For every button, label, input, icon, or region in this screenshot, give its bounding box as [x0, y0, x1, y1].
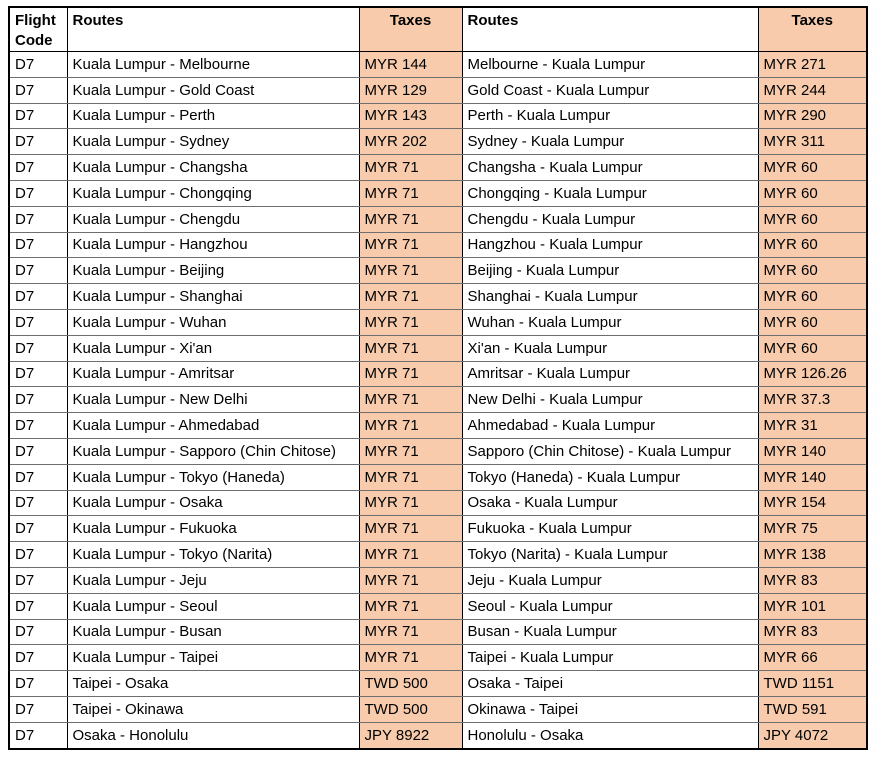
return-tax-cell: MYR 154: [758, 490, 867, 516]
return-tax-cell: MYR 60: [758, 155, 867, 181]
outbound-route-cell: Kuala Lumpur - Seoul: [67, 593, 359, 619]
return-tax-cell: MYR 75: [758, 516, 867, 542]
flight-code-cell: D7: [9, 180, 67, 206]
flight-code-cell: D7: [9, 593, 67, 619]
outbound-route-cell: Kuala Lumpur - Fukuoka: [67, 516, 359, 542]
outbound-tax-cell: MYR 71: [359, 464, 462, 490]
outbound-route-cell: Kuala Lumpur - New Delhi: [67, 387, 359, 413]
outbound-route-cell: Kuala Lumpur - Beijing: [67, 258, 359, 284]
return-tax-cell: MYR 60: [758, 232, 867, 258]
table-row: [9, 619, 867, 645]
outbound-tax-cell: MYR 71: [359, 593, 462, 619]
return-tax-cell: MYR 37.3: [758, 387, 867, 413]
table-row: [9, 722, 867, 748]
outbound-route-cell: Kuala Lumpur - Hangzhou: [67, 232, 359, 258]
flight-code-cell: D7: [9, 696, 67, 722]
outbound-route-cell: Kuala Lumpur - Changsha: [67, 155, 359, 181]
return-route-cell: Sydney - Kuala Lumpur: [462, 129, 758, 155]
flight-taxes-table: [8, 6, 868, 750]
return-tax-cell: MYR 311: [758, 129, 867, 155]
outbound-route-cell: Kuala Lumpur - Melbourne: [67, 52, 359, 78]
flight-code-cell: D7: [9, 387, 67, 413]
flight-code-cell: D7: [9, 413, 67, 439]
flight-code-cell: D7: [9, 490, 67, 516]
outbound-tax-cell: MYR 202: [359, 129, 462, 155]
table-row: [9, 567, 867, 593]
outbound-tax-cell: MYR 144: [359, 52, 462, 78]
outbound-route-cell: Kuala Lumpur - Wuhan: [67, 309, 359, 335]
table-row: [9, 696, 867, 722]
flight-code-cell: D7: [9, 361, 67, 387]
flight-code-cell: D7: [9, 335, 67, 361]
table-row: [9, 593, 867, 619]
table-row: [9, 464, 867, 490]
return-tax-cell: MYR 31: [758, 413, 867, 439]
outbound-route-cell: Kuala Lumpur - Sapporo (Chin Chitose): [67, 438, 359, 464]
table-row: [9, 129, 867, 155]
outbound-tax-cell: MYR 71: [359, 335, 462, 361]
return-tax-cell: MYR 83: [758, 619, 867, 645]
outbound-tax-cell: MYR 71: [359, 516, 462, 542]
return-tax-cell: MYR 60: [758, 258, 867, 284]
return-route-cell: Hangzhou - Kuala Lumpur: [462, 232, 758, 258]
outbound-tax-cell: MYR 71: [359, 413, 462, 439]
return-route-cell: Taipei - Kuala Lumpur: [462, 645, 758, 671]
return-route-cell: New Delhi - Kuala Lumpur: [462, 387, 758, 413]
table-row: [9, 206, 867, 232]
return-route-cell: Ahmedabad - Kuala Lumpur: [462, 413, 758, 439]
return-tax-cell: MYR 60: [758, 284, 867, 310]
outbound-route-cell: Kuala Lumpur - Chengdu: [67, 206, 359, 232]
outbound-tax-cell: MYR 71: [359, 258, 462, 284]
table-row: [9, 284, 867, 310]
return-tax-cell: MYR 60: [758, 180, 867, 206]
flight-code-cell: D7: [9, 206, 67, 232]
return-tax-cell: MYR 140: [758, 438, 867, 464]
return-route-cell: Sapporo (Chin Chitose) - Kuala Lumpur: [462, 438, 758, 464]
flight-code-cell: D7: [9, 155, 67, 181]
flight-code-cell: D7: [9, 103, 67, 129]
return-tax-cell: MYR 138: [758, 542, 867, 568]
outbound-tax-cell: MYR 71: [359, 542, 462, 568]
outbound-tax-cell: MYR 71: [359, 309, 462, 335]
outbound-route-cell: Kuala Lumpur - Amritsar: [67, 361, 359, 387]
flight-code-cell: D7: [9, 258, 67, 284]
outbound-tax-cell: MYR 71: [359, 619, 462, 645]
header-taxes-outbound: Taxes: [359, 7, 462, 52]
outbound-tax-cell: MYR 71: [359, 180, 462, 206]
flight-code-cell: D7: [9, 77, 67, 103]
flight-code-cell: D7: [9, 309, 67, 335]
outbound-tax-cell: MYR 71: [359, 206, 462, 232]
outbound-tax-cell: MYR 129: [359, 77, 462, 103]
outbound-tax-cell: MYR 71: [359, 232, 462, 258]
return-tax-cell: MYR 101: [758, 593, 867, 619]
flight-code-cell: D7: [9, 542, 67, 568]
table-row: [9, 180, 867, 206]
outbound-route-cell: Kuala Lumpur - Ahmedabad: [67, 413, 359, 439]
table-row: [9, 361, 867, 387]
return-tax-cell: MYR 290: [758, 103, 867, 129]
outbound-route-cell: Kuala Lumpur - Xi'an: [67, 335, 359, 361]
return-tax-cell: MYR 126.26: [758, 361, 867, 387]
return-tax-cell: MYR 244: [758, 77, 867, 103]
flight-code-cell: D7: [9, 438, 67, 464]
return-route-cell: Shanghai - Kuala Lumpur: [462, 284, 758, 310]
table-row: [9, 52, 867, 78]
outbound-tax-cell: MYR 71: [359, 567, 462, 593]
return-route-cell: Honolulu - Osaka: [462, 722, 758, 748]
return-route-cell: Melbourne - Kuala Lumpur: [462, 52, 758, 78]
return-route-cell: Changsha - Kuala Lumpur: [462, 155, 758, 181]
outbound-tax-cell: MYR 143: [359, 103, 462, 129]
return-route-cell: Amritsar - Kuala Lumpur: [462, 361, 758, 387]
outbound-route-cell: Kuala Lumpur - Perth: [67, 103, 359, 129]
table-row: [9, 413, 867, 439]
return-route-cell: Perth - Kuala Lumpur: [462, 103, 758, 129]
flight-code-cell: D7: [9, 232, 67, 258]
outbound-route-cell: Kuala Lumpur - Tokyo (Narita): [67, 542, 359, 568]
return-tax-cell: TWD 1151: [758, 671, 867, 697]
flight-code-cell: D7: [9, 284, 67, 310]
outbound-route-cell: Kuala Lumpur - Taipei: [67, 645, 359, 671]
flight-code-cell: D7: [9, 516, 67, 542]
table-row: [9, 438, 867, 464]
return-route-cell: Wuhan - Kuala Lumpur: [462, 309, 758, 335]
outbound-tax-cell: JPY 8922: [359, 722, 462, 748]
outbound-tax-cell: TWD 500: [359, 696, 462, 722]
return-tax-cell: MYR 271: [758, 52, 867, 78]
outbound-route-cell: Kuala Lumpur - Gold Coast: [67, 77, 359, 103]
flight-code-cell: D7: [9, 671, 67, 697]
return-route-cell: Osaka - Kuala Lumpur: [462, 490, 758, 516]
outbound-route-cell: Kuala Lumpur - Chongqing: [67, 180, 359, 206]
return-route-cell: Jeju - Kuala Lumpur: [462, 567, 758, 593]
outbound-route-cell: Kuala Lumpur - Tokyo (Haneda): [67, 464, 359, 490]
outbound-tax-cell: MYR 71: [359, 284, 462, 310]
flight-code-cell: D7: [9, 722, 67, 748]
table-body: [9, 52, 867, 749]
table-row: [9, 258, 867, 284]
outbound-tax-cell: MYR 71: [359, 387, 462, 413]
return-route-cell: Chengdu - Kuala Lumpur: [462, 206, 758, 232]
return-route-cell: Osaka - Taipei: [462, 671, 758, 697]
header-taxes-return: Taxes: [758, 7, 867, 52]
flight-code-cell: D7: [9, 645, 67, 671]
return-tax-cell: JPY 4072: [758, 722, 867, 748]
flight-code-cell: D7: [9, 567, 67, 593]
flight-code-cell: D7: [9, 619, 67, 645]
return-tax-cell: MYR 60: [758, 309, 867, 335]
return-route-cell: Busan - Kuala Lumpur: [462, 619, 758, 645]
outbound-route-cell: Kuala Lumpur - Jeju: [67, 567, 359, 593]
table-row: [9, 542, 867, 568]
return-tax-cell: MYR 60: [758, 335, 867, 361]
outbound-tax-cell: MYR 71: [359, 645, 462, 671]
return-tax-cell: MYR 140: [758, 464, 867, 490]
return-route-cell: Tokyo (Haneda) - Kuala Lumpur: [462, 464, 758, 490]
outbound-route-cell: Kuala Lumpur - Shanghai: [67, 284, 359, 310]
outbound-route-cell: Kuala Lumpur - Osaka: [67, 490, 359, 516]
outbound-route-cell: Kuala Lumpur - Busan: [67, 619, 359, 645]
outbound-route-cell: Taipei - Osaka: [67, 671, 359, 697]
table-row: [9, 490, 867, 516]
table-row: [9, 77, 867, 103]
outbound-tax-cell: MYR 71: [359, 155, 462, 181]
table-row: [9, 335, 867, 361]
table-header-row: [9, 7, 867, 52]
return-route-cell: Gold Coast - Kuala Lumpur: [462, 77, 758, 103]
return-tax-cell: MYR 83: [758, 567, 867, 593]
return-route-cell: Chongqing - Kuala Lumpur: [462, 180, 758, 206]
flight-code-cell: D7: [9, 464, 67, 490]
flight-code-cell: D7: [9, 52, 67, 78]
table-row: [9, 103, 867, 129]
outbound-route-cell: Taipei - Okinawa: [67, 696, 359, 722]
return-route-cell: Beijing - Kuala Lumpur: [462, 258, 758, 284]
header-routes-return: Routes: [462, 7, 758, 52]
table-row: [9, 645, 867, 671]
return-tax-cell: MYR 60: [758, 206, 867, 232]
outbound-route-cell: Osaka - Honolulu: [67, 722, 359, 748]
return-tax-cell: MYR 66: [758, 645, 867, 671]
header-flight-code: Flight Code: [9, 7, 67, 52]
table-row: [9, 516, 867, 542]
table-row: [9, 387, 867, 413]
return-route-cell: Seoul - Kuala Lumpur: [462, 593, 758, 619]
outbound-tax-cell: MYR 71: [359, 490, 462, 516]
outbound-tax-cell: MYR 71: [359, 438, 462, 464]
return-route-cell: Xi'an - Kuala Lumpur: [462, 335, 758, 361]
return-tax-cell: TWD 591: [758, 696, 867, 722]
return-route-cell: Tokyo (Narita) - Kuala Lumpur: [462, 542, 758, 568]
outbound-tax-cell: MYR 71: [359, 361, 462, 387]
table-row: [9, 309, 867, 335]
table-row: [9, 155, 867, 181]
flight-code-cell: D7: [9, 129, 67, 155]
table-row: [9, 671, 867, 697]
table-row: [9, 232, 867, 258]
header-routes-outbound: Routes: [67, 7, 359, 52]
return-route-cell: Okinawa - Taipei: [462, 696, 758, 722]
outbound-tax-cell: TWD 500: [359, 671, 462, 697]
outbound-route-cell: Kuala Lumpur - Sydney: [67, 129, 359, 155]
return-route-cell: Fukuoka - Kuala Lumpur: [462, 516, 758, 542]
